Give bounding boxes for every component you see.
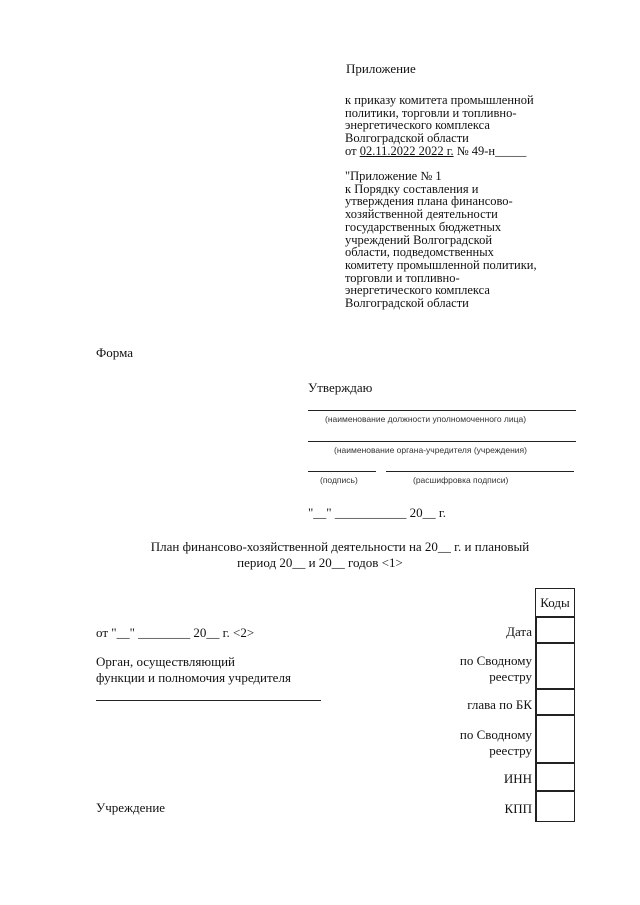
appendix1-line: комитету промышленной политики, xyxy=(345,257,537,272)
appendix1-line: торговли и топливно- xyxy=(345,270,460,285)
organ-label-line1: Орган, осуществляющий xyxy=(96,654,235,669)
code-cell-date xyxy=(535,616,575,644)
code-label-registry2-line1: по Сводному xyxy=(459,727,532,742)
organ-line xyxy=(308,441,576,442)
signature-caption: (подпись) xyxy=(320,475,358,485)
approval-date: "__" ___________ 20__ г. xyxy=(308,505,446,520)
code-label-inn: ИНН xyxy=(503,771,532,786)
order-number: № 49-н xyxy=(456,143,496,158)
order-line: Волгоградской области xyxy=(345,131,469,146)
appendix1-line: хозяйственной деятельности xyxy=(345,207,498,222)
appendix1-reference xyxy=(345,170,537,310)
appendix1-line: Волгоградской области xyxy=(345,296,469,311)
code-label-registry-line2: реестру xyxy=(489,669,532,684)
approve-label: Утверждаю xyxy=(308,380,373,395)
appendix-title: Приложение xyxy=(346,61,416,76)
plan-title-line1: План финансово-хозяйственной деятельности на 20__ г. и плановый xyxy=(150,539,530,554)
code-label-kpp: КПП xyxy=(504,801,532,816)
order-line: политики, торговли и топливно- xyxy=(345,105,517,120)
appendix1-line: энергетического комплекса xyxy=(345,283,490,298)
code-cell-kpp xyxy=(535,792,575,822)
appendix1-line: к Порядку составления и xyxy=(345,181,479,196)
order-trail: _____ xyxy=(495,143,527,158)
codes-header: Коды xyxy=(540,595,570,610)
organ-name-line xyxy=(96,700,321,701)
order-line: энергетического комплекса xyxy=(345,118,490,133)
code-cell-bk xyxy=(535,690,575,716)
decoding-caption: (расшифровка подписи) xyxy=(413,475,509,485)
from-date: от "__" ________ 20__ г. <2> xyxy=(96,625,255,640)
order-date-line xyxy=(345,145,534,158)
signature-line xyxy=(308,471,376,472)
institution-label: Учреждение xyxy=(96,800,166,815)
code-cell-registry2 xyxy=(535,716,575,764)
order-date: 02.11.2022 2022 г. xyxy=(359,143,454,158)
order-reference xyxy=(345,94,534,158)
code-cell-inn xyxy=(535,764,575,792)
appendix1-line: утверждения плана финансово- xyxy=(345,194,513,209)
code-label-date: Дата xyxy=(506,624,532,639)
appendix1-line: государственных бюджетных xyxy=(345,219,502,234)
code-label-registry-line1: по Сводному xyxy=(459,653,532,668)
code-label-bk: глава по БК xyxy=(467,697,532,712)
organ-label-line2: функции и полномочия учредителя xyxy=(96,670,291,685)
code-cell-registry xyxy=(535,644,575,690)
codes-header-cell xyxy=(535,588,575,616)
appendix1-line: области, подведомственных xyxy=(345,245,494,260)
appendix1-line: учреждений Волгоградской xyxy=(345,232,493,247)
position-caption: (наименование должности уполномоченного лица) xyxy=(325,414,527,424)
form-label: Форма xyxy=(96,345,133,360)
position-line xyxy=(308,410,576,411)
plan-title-line2: период 20__ и 20__ годов <1> xyxy=(237,555,403,570)
organ-caption: (наименование органа-учредителя (учреждения) xyxy=(334,445,527,455)
order-from: от xyxy=(345,143,357,158)
code-label-registry2-line2: реестру xyxy=(489,743,532,758)
appendix1-line: "Приложение № 1 xyxy=(345,169,442,183)
decoding-line xyxy=(386,471,574,472)
order-line: к приказу комитета промышленной xyxy=(345,93,534,107)
